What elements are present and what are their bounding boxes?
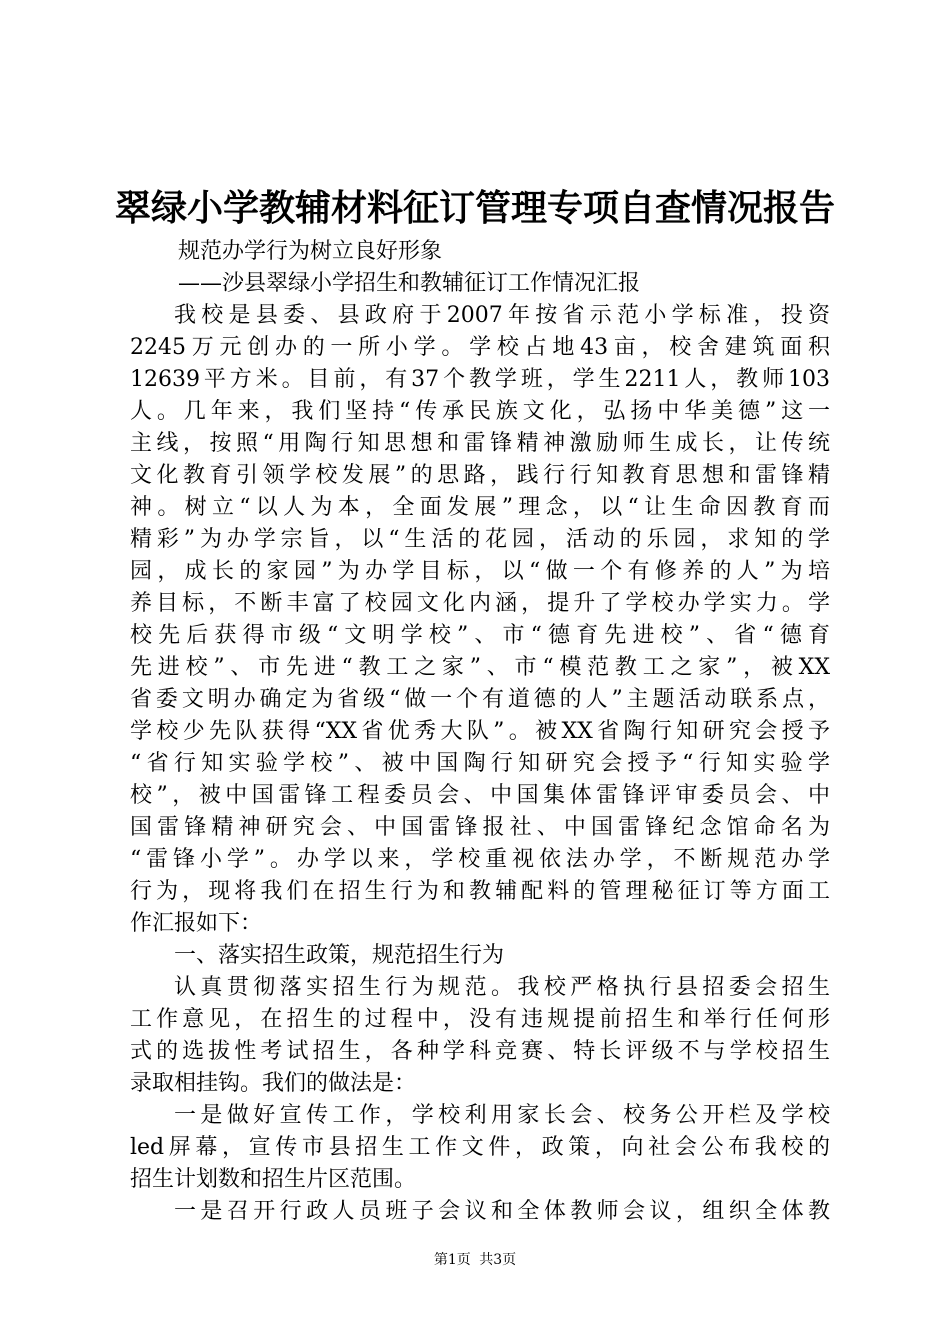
text-line: 录取相挂钩。我们的做法是： xyxy=(130,1071,417,1096)
paragraph-meeting xyxy=(130,1196,830,1228)
text-line: 行为，现将我们在招生行为和教辅配料的管理秘征订等方面工 xyxy=(130,879,830,904)
text-line: 园，成长的家园”为办学目标，以“做一个有修养的人”为培 xyxy=(130,559,830,584)
byline: ——沙县翠绿小学招生和教辅征订工作情况汇报 xyxy=(178,271,641,296)
text-line: 一是做好宣传工作，学校利用家长会、校务公开栏及学校 xyxy=(174,1103,830,1128)
text-line: 主线，按照“用陶行知思想和雷锋精神激励师生成长，让传统 xyxy=(130,431,830,456)
paragraph-intro xyxy=(130,300,830,940)
paragraph-publicity xyxy=(130,1100,830,1196)
paragraph-admission xyxy=(130,972,830,1100)
text-line: 国雷锋精神研究会、中国雷锋报社、中国雷锋纪念馆命名为 xyxy=(130,815,830,840)
subtitle: 规范办学行为树立良好形象 xyxy=(178,239,443,264)
text-line: 人。几年来，我们坚持“传承民族文化，弘扬中华美德”这一 xyxy=(130,399,830,424)
text-line: 学校少先队获得“XX省优秀大队”。被XX省陶行知研究会授予 xyxy=(130,719,830,744)
text-line: 12639平方米。目前，有37个教学班，学生2211人，教师103 xyxy=(130,367,830,392)
text-line: 文化教育引领学校发展”的思路，践行行知教育思想和雷锋精 xyxy=(130,463,830,488)
page-footer xyxy=(0,1250,950,1270)
text-line: 2245万元创办的一所小学。学校占地43亩，校舍建筑面积 xyxy=(130,335,830,360)
text-line: 校”，被中国雷锋工程委员会、中国集体雷锋评审委员会、中 xyxy=(130,783,830,808)
text-line: 招生计划数和招生片区范围。 xyxy=(130,1167,417,1192)
document-body xyxy=(130,236,830,1228)
text-line: 神。树立“以人为本，全面发展”理念，以“让生命因教育而 xyxy=(130,495,830,520)
text-line: 省委文明办确定为省级“做一个有道德的人”主题活动联系点， xyxy=(130,687,830,712)
document-title: 翠绿小学教辅材料征订管理专项自查情况报告 xyxy=(114,187,835,229)
section-heading: 一、落实招生政策，规范招生行为 xyxy=(174,943,505,968)
text-line: “省行知实验学校”、被中国陶行知研究会授予“行知实验学 xyxy=(130,751,830,776)
text-line: led屏幕，宣传市县招生工作文件，政策，向社会公布我校的 xyxy=(130,1135,830,1160)
text-line: 先进校”、市先进“教工之家”、市“模范教工之家”，被XX xyxy=(130,655,830,680)
text-line: 校先后获得市级“文明学校”、市“德育先进校”、省“德育 xyxy=(130,623,830,648)
text-line: 一是召开行政人员班子会议和全体教师会议，组织全体教 xyxy=(174,1199,830,1224)
text-line: 工作意见，在招生的过程中，没有违规提前招生和举行任何形 xyxy=(130,1007,830,1032)
page-total: 共3页 xyxy=(479,1252,517,1268)
text-line: “雷锋小学”。办学以来，学校重视依法办学，不断规范办学 xyxy=(130,847,830,872)
text-line: 养目标，不断丰富了校园文化内涵，提升了学校办学实力。学 xyxy=(130,591,830,616)
text-line: 作汇报如下： xyxy=(130,911,263,936)
text-line: 式的选拔性考试招生，各种学科竞赛、特长评级不与学校招生 xyxy=(130,1039,830,1064)
text-line: 我校是县委、县政府于2007年按省示范小学标准，投资 xyxy=(174,303,830,328)
text-line: 认真贯彻落实招生行为规范。我校严格执行县招委会招生 xyxy=(174,975,830,1000)
page-number: 第1页 xyxy=(433,1252,471,1268)
text-line: 精彩”为办学宗旨，以“生活的花园，活动的乐园，求知的学 xyxy=(130,527,830,552)
